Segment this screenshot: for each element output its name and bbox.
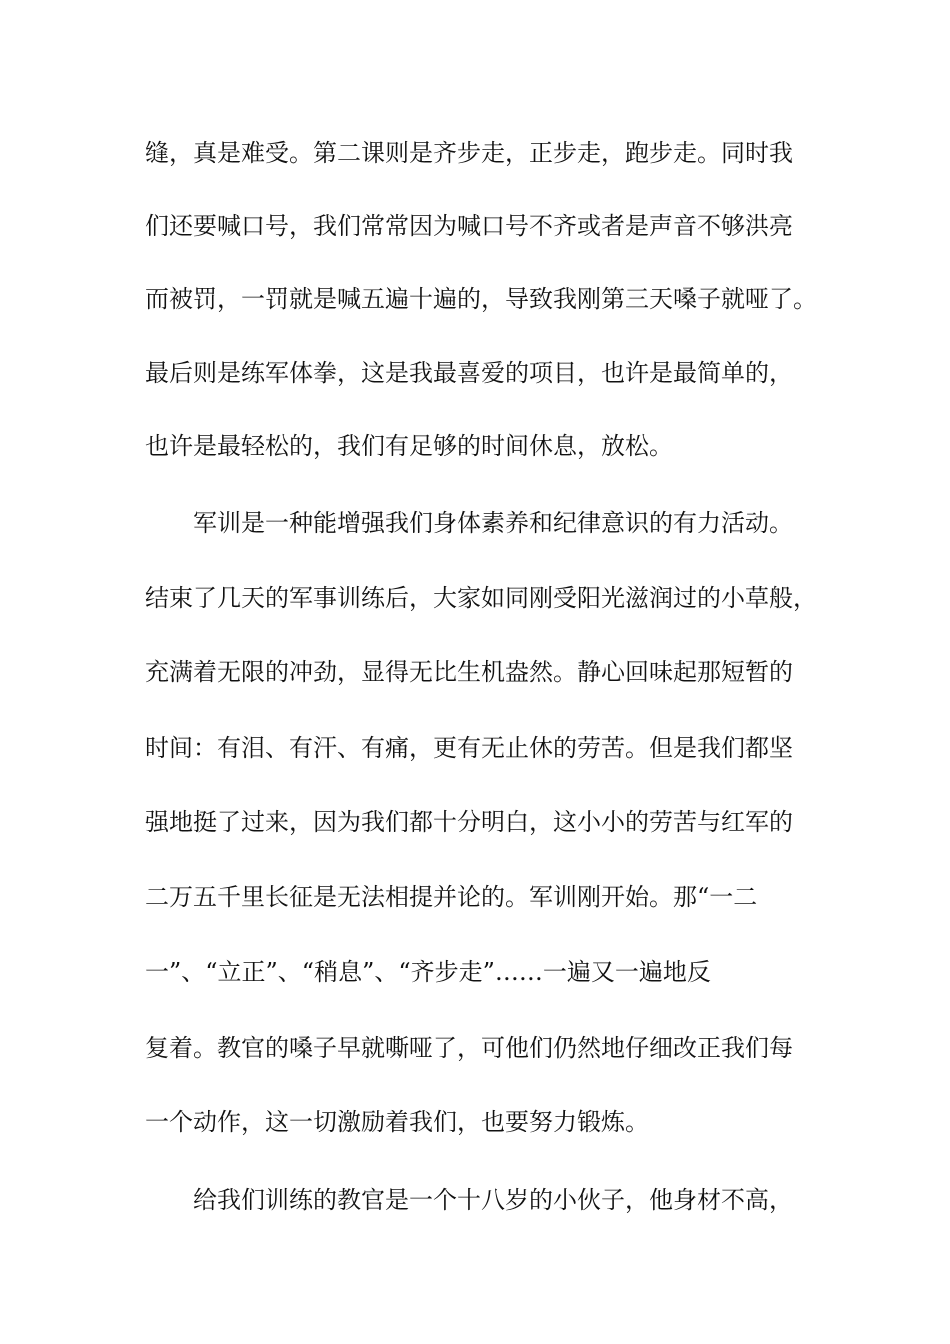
paragraph-first-line: 军训是一种能增强我们身体素养和纪律意识的有力活动。 (193, 509, 793, 537)
text-line: 一”、“立正”、“稍息”、“齐步走”……一遍又一遍地反 (145, 958, 711, 986)
text-line: 也许是最轻松的，我们有足够的时间休息，放松。 (145, 432, 673, 460)
text-line: 结束了几天的军事训练后，大家如同刚受阳光滋润过的小草般， (145, 584, 817, 612)
text-line: 充满着无限的冲劲，显得无比生机盎然。静心回味起那短暂的 (145, 658, 793, 686)
text-line: 而被罚，一罚就是喊五遍十遍的，导致我刚第三天嗓子就哑了。 (145, 285, 817, 313)
text-line: 复着。教官的嗓子早就嘶哑了，可他们仍然地仔细改正我们每 (145, 1034, 793, 1062)
text-line: 二万五千里长征是无法相提并论的。军训刚开始。那“一二 (145, 883, 758, 911)
paragraph-first-line: 给我们训练的教官是一个十八岁的小伙子，他身材不高， (193, 1186, 793, 1214)
text-line: 们还要喊口号，我们常常因为喊口号不齐或者是声音不够洪亮 (145, 212, 793, 240)
text-line: 一个动作，这一切激励着我们，也要努力锻炼。 (145, 1108, 649, 1136)
text-line: 时间：有泪、有汗、有痛，更有无止休的劳苦。但是我们都坚 (145, 734, 793, 762)
text-line: 强地挺了过来，因为我们都十分明白，这小小的劳苦与红军的 (145, 808, 793, 836)
text-line: 最后则是练军体拳，这是我最喜爱的项目，也许是最简单的， (145, 359, 793, 387)
text-line: 缝，真是难受。第二课则是齐步走，正步走，跑步走。同时我 (145, 139, 793, 167)
